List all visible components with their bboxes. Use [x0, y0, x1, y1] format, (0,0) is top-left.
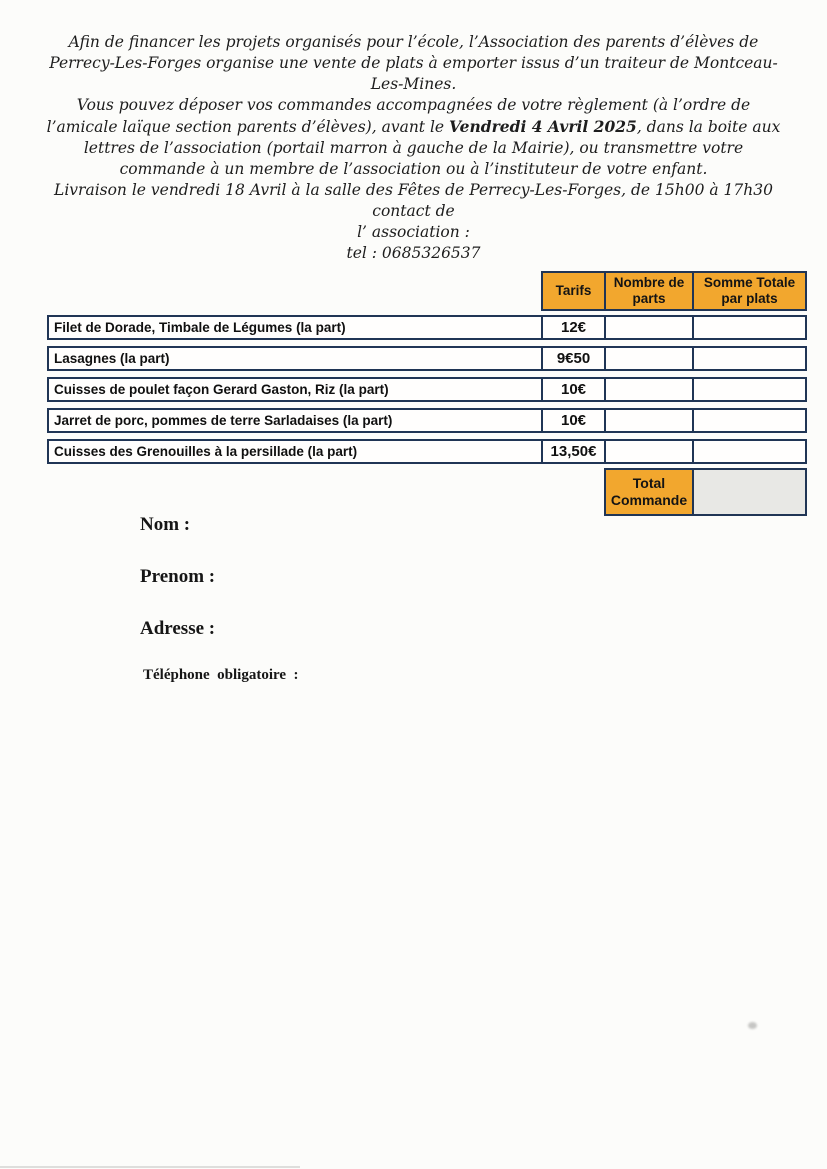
somme-empty-cell — [692, 408, 807, 433]
intro-paragraph: Vous pouvez déposer vos commandes accompagnées de votre règlement (à l’ordre de l’amicale laïque section parents d’élèves), avant le Vendredi 4 Avril 2025, dans la boite aux lettres de l’association (portail marron à gauche de la Mairie), ou transmettre votre commande à un membre de l’association ou à l’instituteur de votre enfant. — [46, 96, 781, 178]
intro-paragraph: tel : 0685326537 — [346, 244, 481, 262]
header-spacer — [47, 271, 541, 311]
total-commande-label: Total Commande — [604, 468, 694, 516]
somme-empty-cell — [692, 377, 807, 402]
table-row — [47, 439, 813, 464]
tarif-cell: 10€ — [541, 408, 606, 433]
scan-artifact-line — [0, 1166, 300, 1168]
intro-paragraph: contact de — [372, 202, 455, 220]
adresse-label: Adresse : — [140, 618, 216, 639]
tarif-cell: 10€ — [541, 377, 606, 402]
total-spacer — [47, 468, 604, 516]
parts-empty-cell — [604, 408, 694, 433]
price-table — [47, 271, 813, 516]
telephone-label: Téléphone obligatoire : — [143, 667, 299, 683]
parts-empty-cell — [604, 315, 694, 340]
menu-item-cell: Filet de Dorade, Timbale de Légumes (la part) — [47, 315, 543, 340]
intro-text — [40, 32, 787, 264]
menu-rows — [47, 315, 813, 464]
somme-empty-cell — [692, 439, 807, 464]
table-row — [47, 408, 813, 433]
table-row — [47, 315, 813, 340]
scan-speck — [748, 1022, 757, 1029]
menu-item-cell: Cuisses de poulet façon Gerard Gaston, Riz (la part) — [47, 377, 543, 402]
header-tarifs: Tarifs — [541, 271, 606, 311]
total-row — [47, 468, 813, 516]
intro-paragraph: Afin de financer les projets organisés pour l’école, l’Association des parents d’élèves de Perrecy-Les-Forges organise une vente de plats à emporter issus d’un traiteur de Montceau-Les-Mines. — [49, 33, 778, 93]
nom-label: Nom : — [140, 514, 191, 535]
parts-empty-cell — [604, 377, 694, 402]
header-somme-totale: Somme Totale par plats — [692, 271, 807, 311]
intro-paragraph: l’ association : — [357, 223, 470, 241]
prenom-label: Prenom : — [140, 566, 216, 587]
menu-item-cell: Cuisses des Grenouilles à la persillade (la part) — [47, 439, 543, 464]
parts-empty-cell — [604, 439, 694, 464]
table-row — [47, 377, 813, 402]
somme-empty-cell — [692, 346, 807, 371]
parts-empty-cell — [604, 346, 694, 371]
header-nombre-de-parts: Nombre de parts — [604, 271, 694, 311]
table-row — [47, 346, 813, 371]
menu-item-cell: Jarret de porc, pommes de terre Sarladaises (la part) — [47, 408, 543, 433]
somme-empty-cell — [692, 315, 807, 340]
intro-paragraph: Livraison le vendredi 18 Avril à la salle des Fêtes de Perrecy-Les-Forges, de 15h00 à 17h30 — [54, 181, 773, 199]
table-header-row — [47, 271, 813, 311]
tarif-cell: 13,50€ — [541, 439, 606, 464]
tarif-cell: 12€ — [541, 315, 606, 340]
menu-item-cell: Lasagnes (la part) — [47, 346, 543, 371]
total-commande-value — [692, 468, 807, 516]
tarif-cell: 9€50 — [541, 346, 606, 371]
